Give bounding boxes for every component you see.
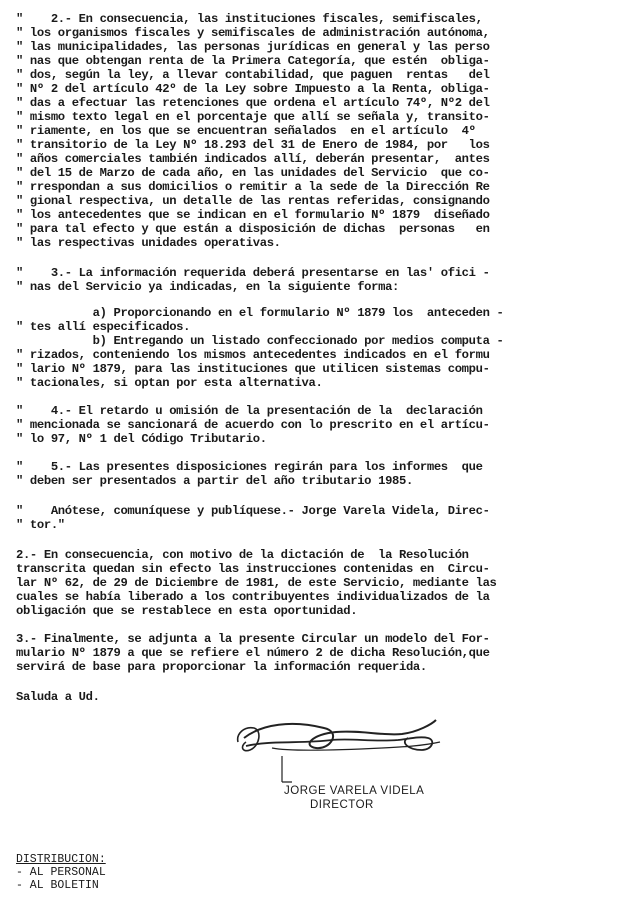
text-line: " lo 97, Nº 1 del Código Tributario. <box>16 432 267 446</box>
text-line: a) Proporcionando en el formulario Nº 1879 los anteceden - <box>16 306 504 320</box>
text-line: " las respectivas unidades operativas. <box>16 236 281 250</box>
text-line: " dos, según la ley, a llevar contabilidad, que paguen rentas del <box>16 68 490 82</box>
text-line: mulario Nº 1879 a que se refiere el número 2 de dicha Resolución,que <box>16 646 490 660</box>
text-line: " tor." <box>16 518 65 532</box>
text-line: " das a efectuar las retenciones que ordena el artículo 74º, Nº2 del <box>16 96 490 110</box>
text-line: " Nº 2 del artículo 42º de la Ley sobre Impuesto a la Renta, obliga- <box>16 82 490 96</box>
signatory-name: JORGE VARELA VIDELA <box>284 785 425 797</box>
distribution-title: DISTRIBUCION: <box>16 853 106 866</box>
text-line: " para tal efecto y que están a disposición de dichas personas en <box>16 222 490 236</box>
text-line: lar Nº 62, de 29 de Diciembre de 1981, de este Servicio, mediante las <box>16 576 497 590</box>
text-line: b) Entregando un listado confeccionado por medios computa - <box>16 334 504 348</box>
text-line: " 4.- El retardo u omisión de la presentación de la declaración <box>16 404 483 418</box>
text-line: " los antecedentes que se indican en el formulario Nº 1879 diseñado <box>16 208 490 222</box>
text-line: " los organismos fiscales y semifiscales de administración autónoma, <box>16 26 490 40</box>
text-line: " rrespondan a sus domicilios o remitir a la sede de la Dirección Re <box>16 180 490 194</box>
distribution-item: - AL BOLETIN <box>16 879 99 892</box>
text-line: " 2.- En consecuencia, las instituciones fiscales, semifiscales, <box>16 12 483 26</box>
text-line: obligación que se restablece en esta oportunidad. <box>16 604 358 618</box>
text-line: " del 15 de Marzo de cada año, en las unidades del Servicio que co- <box>16 166 490 180</box>
text-line: " 5.- Las presentes disposiciones regirán para los informes que <box>16 460 483 474</box>
text-line: " nas que obtengan renta de la Primera Categoría, que estén obliga- <box>16 54 490 68</box>
text-line: " transitorio de la Ley Nº 18.293 del 31 de Enero de 1984, por los <box>16 138 490 152</box>
text-line: 2.- En consecuencia, con motivo de la dictación de la Resolución <box>16 548 469 562</box>
text-line: " Anótese, comuníquese y publíquese.- Jorge Varela Videla, Direc- <box>16 504 490 518</box>
text-line: " riamente, en los que se encuentran señalados en el artículo 4º <box>16 124 476 138</box>
text-line: servirá de base para proporcionar la información requerida. <box>16 660 427 674</box>
text-line: " años comerciales también indicados allí, deberán presentar, antes <box>16 152 490 166</box>
text-line: " rizados, conteniendo los mismos antecedentes indicados en el formu <box>16 348 490 362</box>
text-line: " gional respectiva, un detalle de las rentas referidas, consignando <box>16 194 490 208</box>
text-line: " tes allí especificados. <box>16 320 191 334</box>
distribution-item: - AL PERSONAL <box>16 866 106 879</box>
text-line: " mencionada se sancionará de acuerdo con lo prescrito en el artícu- <box>16 418 490 432</box>
text-line: " 3.- La información requerida deberá presentarse en las' ofici - <box>16 266 490 280</box>
text-line: transcrita quedan sin efecto las instrucciones contenidas en Circu- <box>16 562 490 576</box>
text-line: " lario Nº 1879, para las instituciones que utilicen sistemas compu- <box>16 362 490 376</box>
text-line: 3.- Finalmente, se adjunta a la presente Circular un modelo del For- <box>16 632 490 646</box>
text-line: " las municipalidades, las personas jurídicas en general y las perso <box>16 40 490 54</box>
signatory-title: DIRECTOR <box>310 799 374 811</box>
handwritten-signature <box>232 706 452 786</box>
text-line: " nas del Servicio ya indicadas, en la siguiente forma: <box>16 280 400 294</box>
text-line: " mismo texto legal en el porcentaje que allí se señala y, transito- <box>16 110 490 124</box>
text-line: " deben ser presentados a partir del año tributario 1985. <box>16 474 413 488</box>
text-line: " tacionales, si optan por esta alternativa. <box>16 376 323 390</box>
text-line: Saluda a Ud. <box>16 690 100 704</box>
text-line: cuales se había liberado a los contribuyentes individualizados de la <box>16 590 490 604</box>
